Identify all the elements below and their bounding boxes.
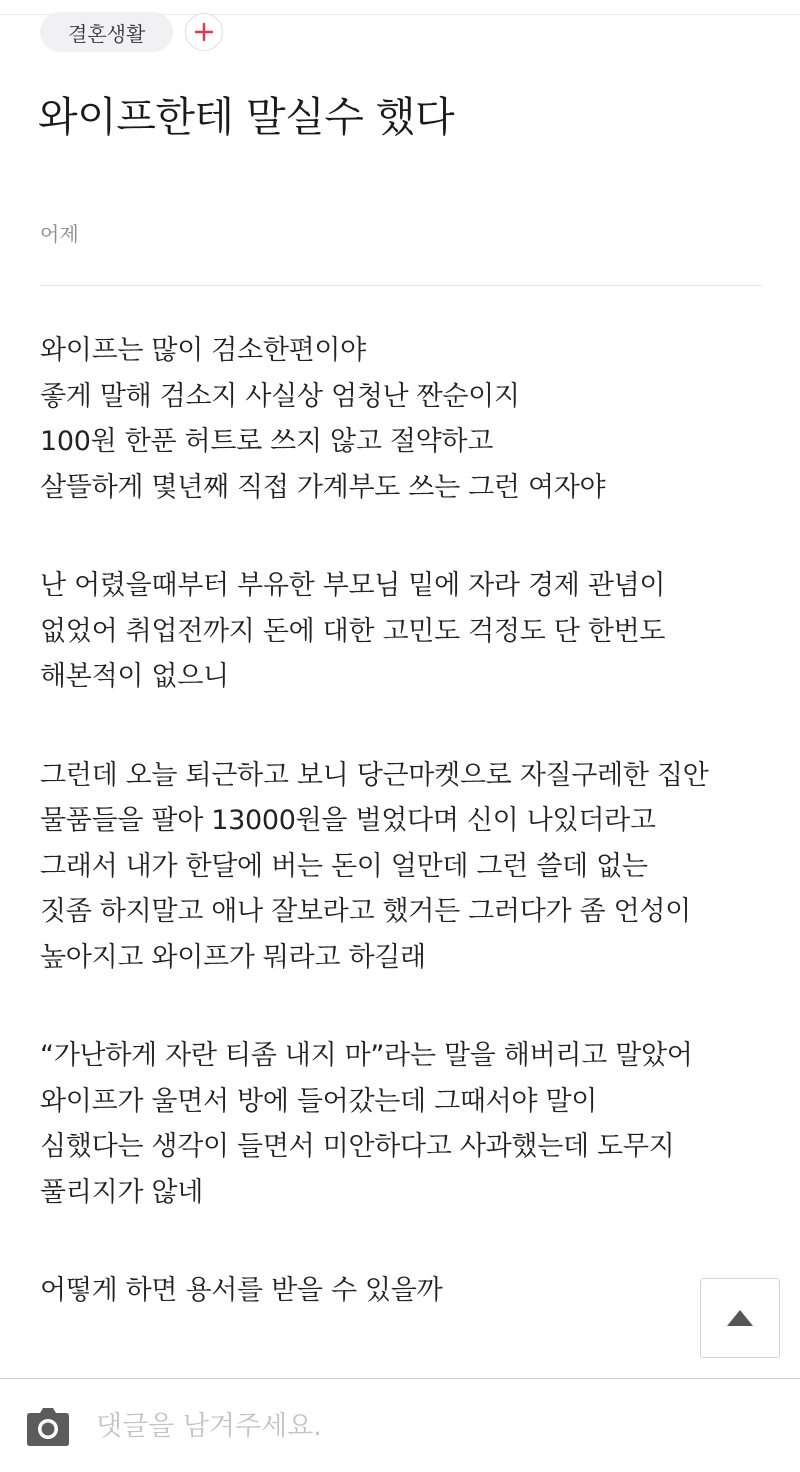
body-paragraph (40, 1033, 770, 1215)
add-tag-button[interactable] (185, 13, 223, 51)
body-line: 100원 한푼 허트로 쓰지 않고 절약하고 (40, 426, 493, 457)
body-line: 그런데 오늘 퇴근하고 보니 당근마켓으로 자질구레한 집안 (40, 759, 709, 791)
body-line: 와이프는 많이 검소한편이야 (40, 335, 366, 366)
body-paragraph (40, 1268, 770, 1314)
tag-row (40, 10, 223, 54)
body-line: 물품들을 팔아 13000원을 벌었다며 신이 나있더라고 (40, 805, 656, 836)
comment-bar (0, 1378, 800, 1472)
body-paragraph (40, 753, 770, 981)
body-line: “가난하게 자란 티좀 내지 마”라는 말을 해버리고 말았어 (40, 1040, 693, 1071)
body-line: 그래서 내가 한달에 버는 돈이 얼만데 그런 쓸데 없는 (40, 850, 648, 882)
plus-icon (194, 22, 214, 42)
body-line: 짓좀 하지말고 애나 잘보라고 했거든 그러다가 좀 언성이 (40, 896, 691, 927)
header-divider (40, 285, 762, 286)
category-tag[interactable] (40, 12, 173, 52)
scroll-to-top-button[interactable] (700, 1278, 780, 1358)
body-line: 없었어 취업전까지 돈에 대한 고민도 걱정도 단 한번도 (40, 615, 666, 647)
body-line: 해본적이 없으니 (40, 661, 229, 692)
body-line: 풀리지가 않네 (40, 1176, 203, 1208)
body-line: 심했다는 생각이 들면서 미안하다고 사과했는데 도무지 (40, 1131, 675, 1162)
body-line: 높아지고 와이프가 뭐라고 하길래 (40, 941, 426, 973)
triangle-up-icon (725, 1308, 755, 1328)
post-date: 어제 (40, 222, 79, 246)
body-line: 난 어렸을때부터 부유한 부모님 밑에 자라 경제 관념이 (40, 570, 666, 601)
body-line: 좋게 말해 검소지 사실상 엄청난 짠순이지 (40, 380, 520, 412)
body-line: 와이프가 울면서 방에 들어갔는데 그때서야 말이 (40, 1085, 598, 1117)
body-line: 어떻게 하면 용서를 받을 수 있을까 (40, 1275, 443, 1306)
body-line: 살뜰하게 몇년째 직접 가계부도 쓰는 그런 여자야 (40, 471, 606, 503)
body-paragraph (40, 328, 770, 510)
post-body (40, 328, 770, 1367)
comment-input[interactable] (96, 1403, 756, 1449)
post-title: 와이프한테 말실수 했다 (38, 93, 455, 141)
category-tag-label: 결혼생활 (68, 21, 146, 46)
body-paragraph (40, 563, 770, 700)
camera-icon[interactable] (26, 1407, 70, 1447)
